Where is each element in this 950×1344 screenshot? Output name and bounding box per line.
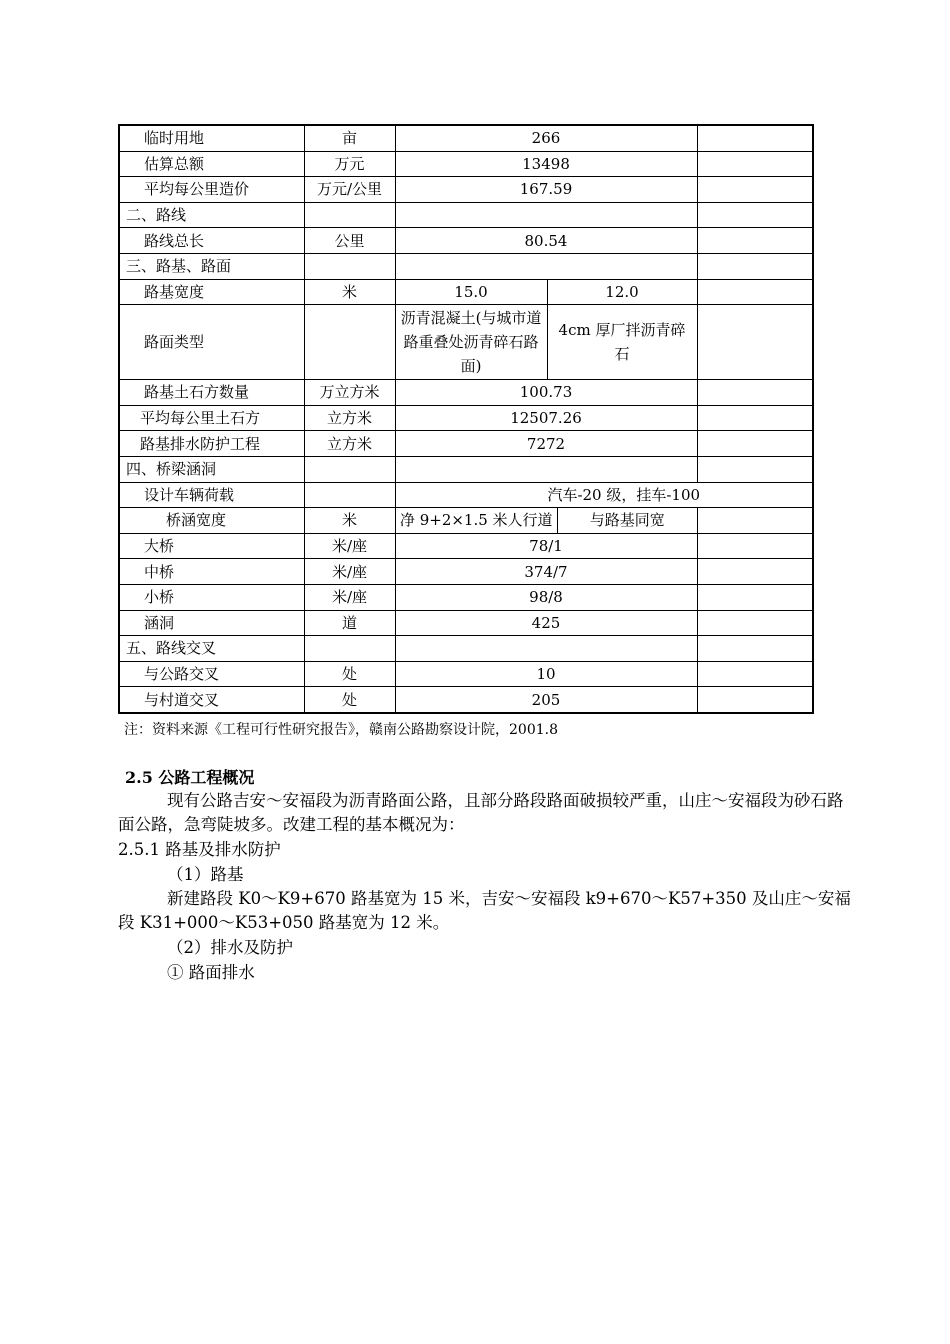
- row-value: 205: [395, 687, 697, 713]
- engineering-table: [118, 124, 814, 714]
- row-value: [395, 253, 697, 279]
- table-section-row: [119, 202, 813, 228]
- row-remark: [697, 279, 813, 305]
- paragraph-overview: 现有公路吉安～安福段为沥青路面公路，且部分路段路面破损较严重，山庄～安福段为砂石路面公路，急弯陡坡多。改建工程的基本概况为：: [118, 791, 844, 834]
- table-row: [119, 533, 813, 559]
- row-item: 路基排水防护工程: [119, 431, 304, 457]
- row-unit: 米: [304, 508, 395, 534]
- table-row: [119, 380, 813, 406]
- table-note: 注：资料来源《工程可行性研究报告》，赣南公路勘察设计院，2001.8: [124, 722, 558, 738]
- row-remark: [697, 533, 813, 559]
- row-remark: [697, 431, 813, 457]
- row-value: 374/7: [395, 559, 697, 585]
- section-title: 二、路线: [119, 202, 304, 228]
- row-item: 中桥: [119, 559, 304, 585]
- row-remark: [697, 177, 813, 203]
- table-row: [119, 482, 813, 508]
- row-item: 涵洞: [119, 610, 304, 636]
- row-value: 汽车-20 级，挂车-100: [395, 482, 813, 508]
- row-value: 78/1: [395, 533, 697, 559]
- row-remark: [697, 125, 813, 151]
- row-remark: [697, 610, 813, 636]
- row-value: 167.59: [395, 177, 697, 203]
- section-title: 三、路基、路面: [119, 253, 304, 279]
- table-row: [119, 125, 813, 151]
- row-unit: 米/座: [304, 584, 395, 610]
- row-unit: 处: [304, 661, 395, 687]
- row-unit: [304, 305, 395, 380]
- row-unit: 万元/公里: [304, 177, 395, 203]
- row-remark: [697, 380, 813, 406]
- row-value-split: [395, 508, 697, 534]
- row-remark: [697, 151, 813, 177]
- row-item: 与村道交叉: [119, 687, 304, 713]
- row-value: 12507.26: [395, 405, 697, 431]
- section-heading: 2.5 公路工程概况: [125, 768, 255, 787]
- subsection-label: （2）排水及防护: [167, 938, 293, 957]
- table-row: [119, 610, 813, 636]
- table-row: [119, 687, 813, 713]
- row-value: [395, 202, 697, 228]
- row-remark: [697, 661, 813, 687]
- row-unit: 米/座: [304, 533, 395, 559]
- row-unit: 米/座: [304, 559, 395, 585]
- subsection-heading: 2.5.1 路基及排水防护: [118, 840, 281, 859]
- row-remark: [697, 456, 813, 482]
- row-item: 大桥: [119, 533, 304, 559]
- row-unit: [304, 456, 395, 482]
- table-row: [119, 151, 813, 177]
- row-item: 设计车辆荷载: [119, 482, 304, 508]
- row-item: 桥涵宽度: [119, 508, 304, 534]
- row-unit: 万立方米: [304, 380, 395, 406]
- row-value: 266: [395, 125, 697, 151]
- row-item: 估算总额: [119, 151, 304, 177]
- subsection-label: （1）路基: [167, 865, 244, 884]
- split-cell: [396, 508, 697, 533]
- row-remark: [697, 508, 813, 534]
- row-unit: 立方米: [304, 405, 395, 431]
- row-value: [395, 636, 697, 662]
- row-remark: [697, 636, 813, 662]
- row-item: 与公路交叉: [119, 661, 304, 687]
- row-unit: 公里: [304, 228, 395, 254]
- row-item: 小桥: [119, 584, 304, 610]
- table-row: [119, 431, 813, 457]
- row-value: 98/8: [395, 584, 697, 610]
- row-value-2: 12.0: [547, 279, 697, 305]
- section-title: 四、桥梁涵洞: [119, 456, 304, 482]
- row-unit: 立方米: [304, 431, 395, 457]
- row-remark: [697, 405, 813, 431]
- row-value: 80.54: [395, 228, 697, 254]
- row-item: 路基土石方数量: [119, 380, 304, 406]
- table-row: [119, 405, 813, 431]
- row-remark: [697, 228, 813, 254]
- section-title: 五、路线交叉: [119, 636, 304, 662]
- table-row: [119, 279, 813, 305]
- table-section-row: [119, 253, 813, 279]
- row-item: 路面类型: [119, 305, 304, 380]
- row-unit: 米: [304, 279, 395, 305]
- table-section-row: [119, 456, 813, 482]
- row-remark: [697, 202, 813, 228]
- row-item: 平均每公里造价: [119, 177, 304, 203]
- table-row: [119, 584, 813, 610]
- row-value: [395, 456, 697, 482]
- row-unit: [304, 482, 395, 508]
- row-value-2: 4cm 厚厂拌沥青碎石: [547, 305, 697, 380]
- row-remark: [697, 559, 813, 585]
- row-remark: [697, 584, 813, 610]
- row-unit: [304, 253, 395, 279]
- row-unit: 处: [304, 687, 395, 713]
- row-value: 425: [395, 610, 697, 636]
- row-value: 7272: [395, 431, 697, 457]
- row-value-1: 15.0: [395, 279, 547, 305]
- row-item: 临时用地: [119, 125, 304, 151]
- table-row: [119, 228, 813, 254]
- table-row: [119, 177, 813, 203]
- row-unit: 道: [304, 610, 395, 636]
- row-item: 平均每公里土石方: [119, 405, 304, 431]
- table-row: [119, 661, 813, 687]
- row-remark: [697, 305, 813, 380]
- row-item: 路线总长: [119, 228, 304, 254]
- table-row: [119, 508, 813, 534]
- row-unit: [304, 202, 395, 228]
- table-row: [119, 305, 813, 380]
- row-value-1: 沥青混凝土(与城市道路重叠处沥青碎石路面): [395, 305, 547, 380]
- row-unit: 亩: [304, 125, 395, 151]
- row-remark: [697, 253, 813, 279]
- row-unit: [304, 636, 395, 662]
- row-value: 10: [395, 661, 697, 687]
- table-row: [119, 559, 813, 585]
- row-item: 路基宽度: [119, 279, 304, 305]
- row-value-1: 净 9+2×1.5 米人行道: [396, 508, 558, 533]
- row-unit: 万元: [304, 151, 395, 177]
- row-remark: [697, 687, 813, 713]
- row-value: 13498: [395, 151, 697, 177]
- table-section-row: [119, 636, 813, 662]
- row-value: 100.73: [395, 380, 697, 406]
- row-value-2: 与路基同宽: [589, 511, 665, 530]
- subsection-label: ① 路面排水: [167, 963, 255, 982]
- paragraph-roadbed: 新建路段 K0～K9+670 路基宽为 15 米，吉安～安福段 k9+670～K57+350 及山庄～安福段 K31+000～K53+050 路基宽为 12 米。: [118, 889, 851, 932]
